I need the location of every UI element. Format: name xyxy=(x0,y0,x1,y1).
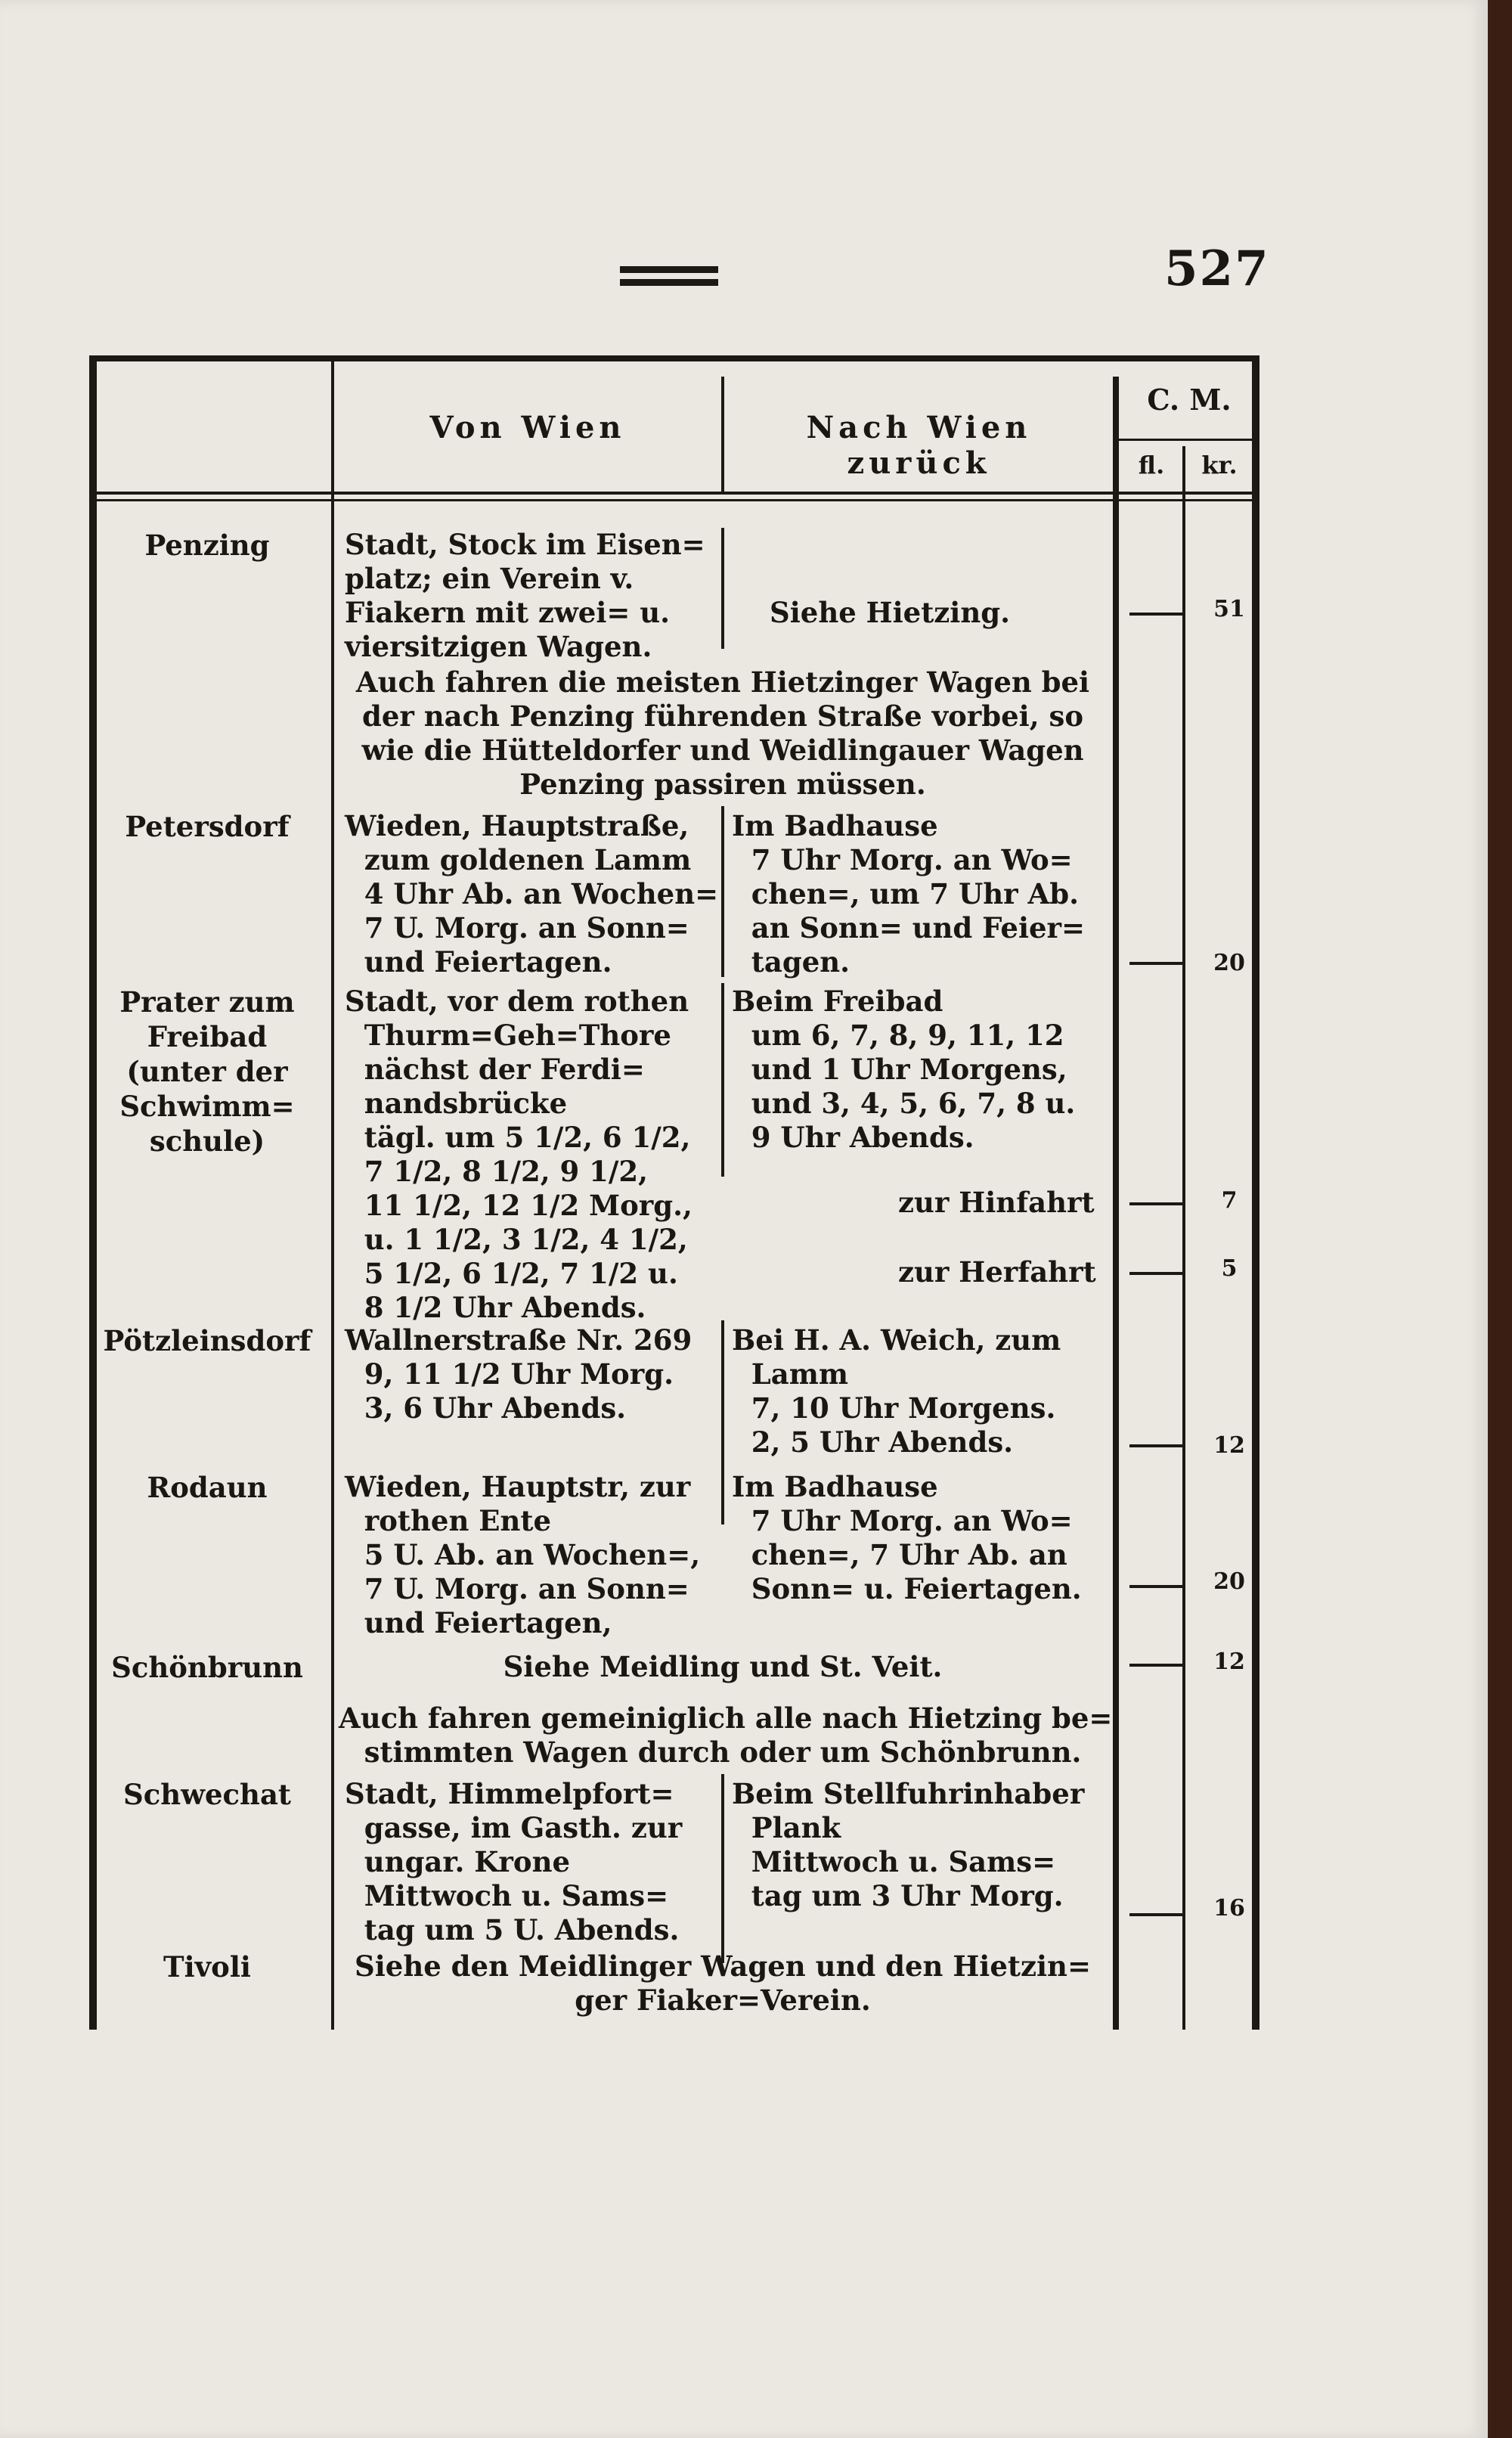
petersdorf-to: Im Badhause 7 Uhr Morg. an Wo= chen=, um 7 Uhr Ab. an Sonn= und Feier= tagen. xyxy=(732,809,1086,979)
column-line-1 xyxy=(331,355,334,2030)
schwechat-from: Stadt, Himmelpfort= gasse, im Gasth. zur ungar. Krone Mittwoch u. Sams= tag um 5 U. Abends. xyxy=(345,1777,683,1946)
penzing-to: Siehe Hietzing. xyxy=(770,596,1011,629)
schoenbrunn-fl-dash xyxy=(1129,1664,1182,1667)
schoenbrunn-kr: 12 xyxy=(1213,1649,1245,1675)
header-currency: C. M. xyxy=(1147,383,1232,417)
schwechat-fl-dash xyxy=(1129,1913,1182,1916)
header-kr: kr. xyxy=(1201,451,1238,479)
place-prater: Prater zum Freibad (unter der Schwimm= schule) xyxy=(119,985,295,1158)
place-schoenbrunn: Schönbrunn xyxy=(111,1651,303,1684)
petersdorf-kr: 20 xyxy=(1213,950,1245,976)
prater-hinfahrt-kr: 7 xyxy=(1221,1187,1238,1214)
header-nach-wien: Nach Wien zurück xyxy=(806,410,1032,481)
column-line-3 xyxy=(1113,377,1119,2030)
timetable xyxy=(89,355,1259,2030)
place-petersdorf: Petersdorf xyxy=(125,810,290,843)
rodaun-to: Im Badhause 7 Uhr Morg. an Wo= chen=, 7 Uhr Ab. an Sonn= u. Feiertagen. xyxy=(732,1470,1082,1605)
rodaun-kr: 20 xyxy=(1213,1568,1245,1595)
schwechat-to: Beim Stellfuhrinhaber Plank Mittwoch u. Sams= tag um 3 Uhr Morg. xyxy=(732,1777,1085,1912)
poetzleinsdorf-kr: 12 xyxy=(1213,1432,1245,1459)
header-rule-2 xyxy=(89,499,1259,501)
penzing-kr: 51 xyxy=(1213,596,1245,622)
petersdorf-from: Wieden, Hauptstraße, zum goldenen Lamm 4 Uhr Ab. an Wochen= 7 U. Morg. an Sonn= und Feiertagen. xyxy=(345,809,719,979)
tivoli-text: Siehe den Meidlinger Wagen und den Hietzin= ger Fiaker=Verein. xyxy=(355,1949,1091,2017)
prater-from: Stadt, vor dem rothen Thurm=Geh=Thore nächst der Ferdi= nandsbrücke tägl. um 5 1/2, 6 1/2, 7 1/2, 8 1/2, 9 1/2, 11 1/2, 12 1/2 Morg., u. 1 1/2, 3 1/2, 4 1/2, 5 1/2, 6 1/2, 7 1/2 u. 8 1/2 Uhr Abends. xyxy=(345,985,692,1324)
place-rodaun: Rodaun xyxy=(147,1471,268,1504)
rodaun-from: Wieden, Hauptstr, zur rothen Ente 5 U. Ab. an Wochen=, 7 U. Morg. an Sonn= und Feiertagen, xyxy=(345,1470,701,1639)
rodaun-fl-dash xyxy=(1129,1585,1182,1588)
header-rule xyxy=(89,492,1259,495)
prater-hinfahrt-dash xyxy=(1129,1202,1182,1205)
penzing-note: Auch fahren die meisten Hietzinger Wagen bei der nach Penzing führenden Straße vorbei, so wie die Hütteldorfer und Weidlingauer Wagen Penzing passiren müssen. xyxy=(355,665,1090,801)
place-poetzleinsdorf: Pötzleinsdorf xyxy=(103,1324,311,1357)
poetzleinsdorf-from: Wallnerstraße Nr. 269 9, 11 1/2 Uhr Morg. 3, 6 Uhr Abends. xyxy=(345,1323,692,1425)
decorative-rule xyxy=(620,266,718,286)
prater-herfahrt: zur Herfahrt xyxy=(898,1255,1096,1289)
schwechat-kr: 16 xyxy=(1213,1895,1245,1922)
header-fl: fl. xyxy=(1138,451,1165,479)
place-penzing: Penzing xyxy=(144,529,270,562)
prater-to: Beim Freibad um 6, 7, 8, 9, 11, 12 und 1 Uhr Morgens, und 3, 4, 5, 6, 7, 8 u. 9 Uhr Abends. xyxy=(732,985,1076,1154)
penzing-divider xyxy=(721,528,724,649)
table-border-top xyxy=(89,355,1259,361)
schwechat-divider xyxy=(721,1774,724,1963)
schoenbrunn-text: Siehe Meidling und St. Veit. xyxy=(503,1650,943,1683)
penzing-from: Stadt, Stock im Eisen= platz; ein Verein v. Fiakern mit zwei= u. viersitzigen Wagen. xyxy=(345,528,705,663)
prater-hinfahrt: zur Hinfahrt xyxy=(898,1186,1095,1219)
prater-herfahrt-kr: 5 xyxy=(1221,1255,1238,1282)
column-line-2-header xyxy=(721,377,724,493)
prater-herfahrt-dash xyxy=(1129,1272,1182,1275)
petersdorf-divider xyxy=(721,806,724,977)
currency-rule xyxy=(1119,439,1252,441)
column-line-4 xyxy=(1182,446,1185,2030)
place-schwechat: Schwechat xyxy=(122,1778,292,1811)
penzing-fl-dash xyxy=(1129,613,1182,616)
poetzleinsdorf-divider xyxy=(721,1320,724,1525)
schoenbrunn-note: Auch fahren gemeiniglich alle nach Hietzing be= stimmten Wagen durch oder um Schönbrunn. xyxy=(339,1701,1113,1769)
poetzleinsdorf-fl-dash xyxy=(1129,1444,1182,1447)
petersdorf-fl-dash xyxy=(1129,962,1182,965)
prater-divider xyxy=(721,983,724,1177)
place-tivoli: Tivoli xyxy=(163,1950,251,1984)
page-number: 527 xyxy=(1164,240,1270,297)
header-von-wien: Von Wien xyxy=(429,410,626,445)
poetzleinsdorf-to: Bei H. A. Weich, zum Lamm 7, 10 Uhr Morgens. 2, 5 Uhr Abends. xyxy=(732,1323,1061,1459)
